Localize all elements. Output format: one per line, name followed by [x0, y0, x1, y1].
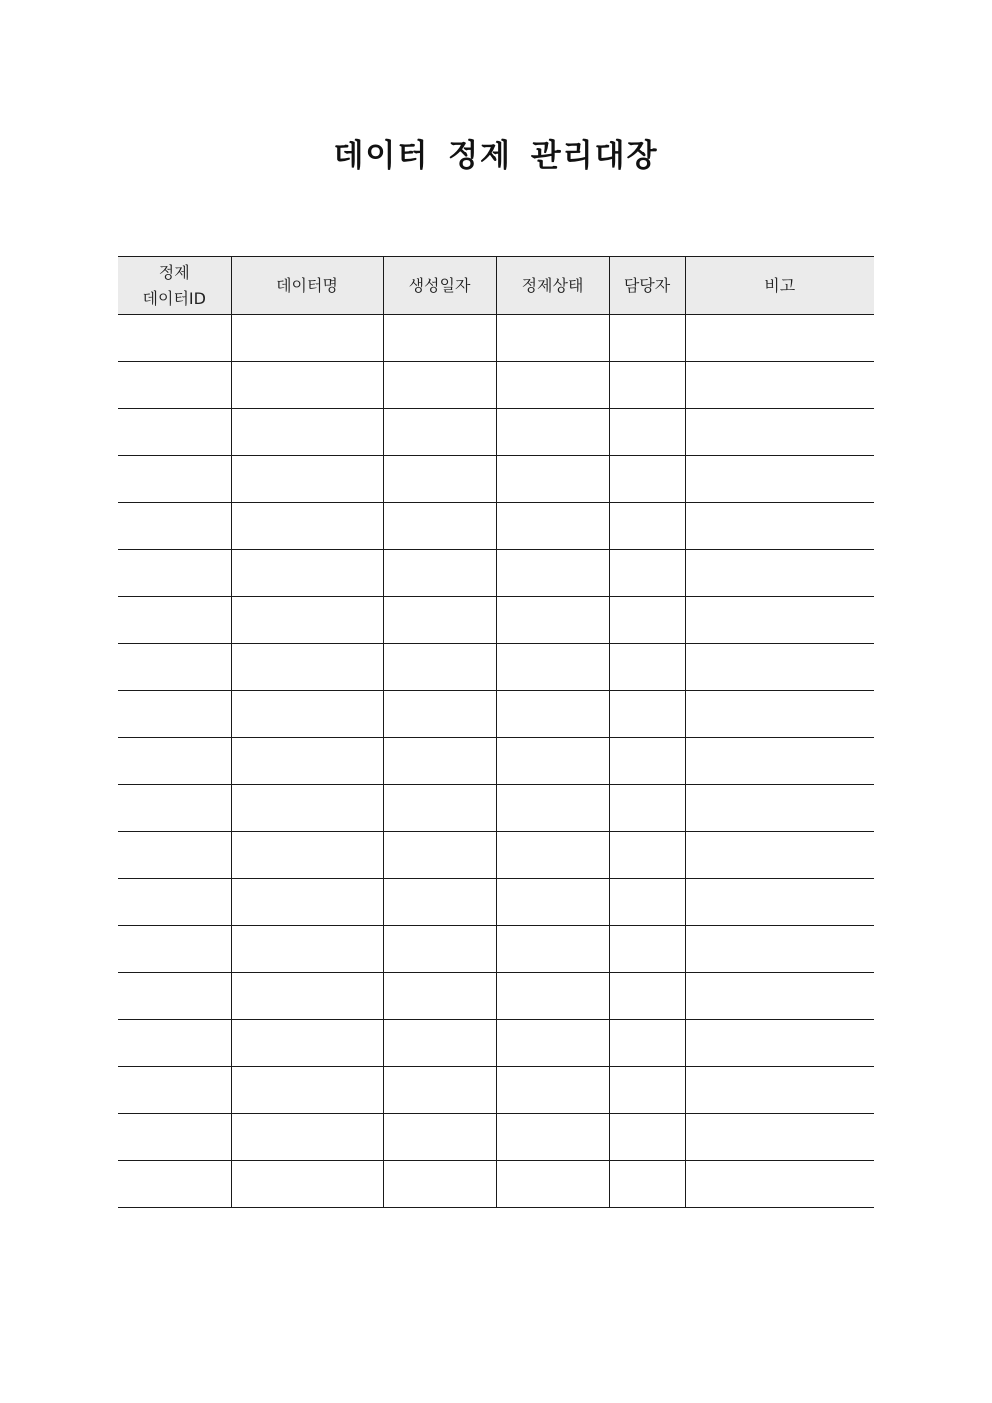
table-cell-status[interactable] — [496, 738, 609, 785]
column-header-created-label: 생성일자 — [408, 275, 471, 295]
table-cell-created[interactable] — [383, 926, 496, 973]
column-header-owner-label: 담당자 — [623, 275, 671, 295]
table-cell-name[interactable] — [231, 1161, 383, 1208]
table-cell-owner[interactable] — [609, 691, 685, 738]
table-row — [118, 456, 874, 503]
table-cell-owner[interactable] — [609, 1161, 685, 1208]
table-cell-name[interactable] — [231, 503, 383, 550]
table-cell-created[interactable] — [383, 973, 496, 1020]
table-cell-remarks[interactable] — [685, 1020, 874, 1067]
table-cell-name[interactable] — [231, 456, 383, 503]
table-cell-id[interactable] — [118, 1020, 231, 1067]
table-cell-created[interactable] — [383, 503, 496, 550]
table-header-row — [118, 257, 874, 315]
table-cell-owner[interactable] — [609, 1114, 685, 1161]
table-cell-created[interactable] — [383, 785, 496, 832]
table-cell-name[interactable] — [231, 409, 383, 456]
table-cell-id[interactable] — [118, 597, 231, 644]
table-cell-name[interactable] — [231, 738, 383, 785]
table-cell-created[interactable] — [383, 1020, 496, 1067]
column-header-owner — [609, 257, 685, 315]
table-cell-created[interactable] — [383, 644, 496, 691]
table-cell-id[interactable] — [118, 362, 231, 409]
table-cell-status[interactable] — [496, 973, 609, 1020]
table-cell-owner[interactable] — [609, 973, 685, 1020]
table-cell-created[interactable] — [383, 832, 496, 879]
table-cell-status[interactable] — [496, 1067, 609, 1114]
table-cell-name[interactable] — [231, 926, 383, 973]
table-cell-owner[interactable] — [609, 597, 685, 644]
column-header-status-label: 정제상태 — [521, 275, 584, 295]
table-cell-remarks[interactable] — [685, 597, 874, 644]
table-cell-status[interactable] — [496, 315, 609, 362]
data-cleansing-register-table — [118, 256, 874, 1208]
table-cell-owner[interactable] — [609, 785, 685, 832]
table-cell-remarks[interactable] — [685, 832, 874, 879]
table-cell-created[interactable] — [383, 409, 496, 456]
table-cell-created[interactable] — [383, 315, 496, 362]
table-cell-created[interactable] — [383, 879, 496, 926]
table-cell-id[interactable] — [118, 1067, 231, 1114]
column-header-remarks-label: 비고 — [764, 275, 796, 295]
table-row — [118, 1020, 874, 1067]
table-cell-status[interactable] — [496, 362, 609, 409]
table-row — [118, 1067, 874, 1114]
table-cell-owner[interactable] — [609, 315, 685, 362]
table-cell-owner[interactable] — [609, 926, 685, 973]
table-cell-remarks[interactable] — [685, 409, 874, 456]
table-cell-name[interactable] — [231, 362, 383, 409]
table-cell-name[interactable] — [231, 879, 383, 926]
table-cell-id[interactable] — [118, 973, 231, 1020]
table-cell-owner[interactable] — [609, 1020, 685, 1067]
table-cell-remarks[interactable] — [685, 503, 874, 550]
table-row — [118, 879, 874, 926]
column-header-id — [118, 257, 231, 315]
table-cell-name[interactable] — [231, 315, 383, 362]
table-cell-remarks[interactable] — [685, 1114, 874, 1161]
table-cell-id[interactable] — [118, 879, 231, 926]
table-cell-name[interactable] — [231, 1067, 383, 1114]
table-cell-status[interactable] — [496, 409, 609, 456]
table-cell-remarks[interactable] — [685, 785, 874, 832]
table-cell-id[interactable] — [118, 550, 231, 597]
table-cell-remarks[interactable] — [685, 738, 874, 785]
table-row — [118, 550, 874, 597]
table-cell-owner[interactable] — [609, 456, 685, 503]
table-cell-id[interactable] — [118, 315, 231, 362]
table-row — [118, 409, 874, 456]
table-cell-remarks[interactable] — [685, 456, 874, 503]
table-cell-status[interactable] — [496, 644, 609, 691]
table-cell-id[interactable] — [118, 738, 231, 785]
table-cell-created[interactable] — [383, 1161, 496, 1208]
table-row — [118, 1114, 874, 1161]
table-cell-status[interactable] — [496, 597, 609, 644]
table-cell-remarks[interactable] — [685, 926, 874, 973]
table-cell-id[interactable] — [118, 503, 231, 550]
table-cell-remarks[interactable] — [685, 550, 874, 597]
table-cell-id[interactable] — [118, 691, 231, 738]
table-cell-name[interactable] — [231, 973, 383, 1020]
table-cell-status[interactable] — [496, 785, 609, 832]
table-cell-status[interactable] — [496, 1161, 609, 1208]
table-cell-id[interactable] — [118, 785, 231, 832]
table-cell-owner[interactable] — [609, 738, 685, 785]
table-row — [118, 926, 874, 973]
table-cell-created[interactable] — [383, 1114, 496, 1161]
table-row — [118, 691, 874, 738]
table-cell-remarks[interactable] — [685, 1161, 874, 1208]
table-cell-created[interactable] — [383, 691, 496, 738]
table-cell-status[interactable] — [496, 832, 609, 879]
table-cell-name[interactable] — [231, 550, 383, 597]
table-cell-owner[interactable] — [609, 409, 685, 456]
table-cell-status[interactable] — [496, 879, 609, 926]
table-cell-owner[interactable] — [609, 832, 685, 879]
table-cell-status[interactable] — [496, 926, 609, 973]
table-cell-owner[interactable] — [609, 550, 685, 597]
column-header-created — [383, 257, 496, 315]
table-row — [118, 362, 874, 409]
table-cell-name[interactable] — [231, 1114, 383, 1161]
table-row — [118, 832, 874, 879]
table-cell-status[interactable] — [496, 456, 609, 503]
table-cell-status[interactable] — [496, 1020, 609, 1067]
column-header-id-line-1: 정제 — [158, 262, 190, 282]
table-cell-name[interactable] — [231, 832, 383, 879]
table-cell-remarks[interactable] — [685, 362, 874, 409]
table-cell-status[interactable] — [496, 550, 609, 597]
table-cell-id[interactable] — [118, 409, 231, 456]
table-cell-remarks[interactable] — [685, 315, 874, 362]
table-row — [118, 644, 874, 691]
table-cell-owner[interactable] — [609, 503, 685, 550]
table-cell-created[interactable] — [383, 597, 496, 644]
table-cell-name[interactable] — [231, 1020, 383, 1067]
table-row — [118, 597, 874, 644]
table-body — [118, 315, 874, 1208]
table-cell-remarks[interactable] — [685, 691, 874, 738]
table-row — [118, 738, 874, 785]
table-cell-id[interactable] — [118, 926, 231, 973]
table-cell-id[interactable] — [118, 832, 231, 879]
table-cell-status[interactable] — [496, 503, 609, 550]
table-cell-created[interactable] — [383, 1067, 496, 1114]
table-row — [118, 315, 874, 362]
table-cell-created[interactable] — [383, 550, 496, 597]
column-header-remarks — [685, 257, 874, 315]
column-header-status — [496, 257, 609, 315]
table-cell-id[interactable] — [118, 456, 231, 503]
table-row — [118, 1161, 874, 1208]
table-row — [118, 503, 874, 550]
table-cell-name[interactable] — [231, 597, 383, 644]
table-cell-remarks[interactable] — [685, 1067, 874, 1114]
page-title: 데이터 정제 관리대장 — [333, 138, 659, 174]
table-cell-owner[interactable] — [609, 879, 685, 926]
column-header-name — [231, 257, 383, 315]
table-row — [118, 973, 874, 1020]
table-cell-created[interactable] — [383, 456, 496, 503]
table-cell-created[interactable] — [383, 738, 496, 785]
table-cell-owner[interactable] — [609, 1067, 685, 1114]
table-cell-remarks[interactable] — [685, 879, 874, 926]
table-cell-id[interactable] — [118, 644, 231, 691]
table-cell-owner[interactable] — [609, 362, 685, 409]
table-cell-status[interactable] — [496, 1114, 609, 1161]
table-cell-id[interactable] — [118, 1161, 231, 1208]
table-cell-remarks[interactable] — [685, 644, 874, 691]
table-cell-remarks[interactable] — [685, 973, 874, 1020]
table-cell-name[interactable] — [231, 691, 383, 738]
table-cell-created[interactable] — [383, 362, 496, 409]
table-cell-status[interactable] — [496, 691, 609, 738]
column-header-name-label: 데이터명 — [276, 275, 338, 295]
table-cell-name[interactable] — [231, 785, 383, 832]
table-cell-id[interactable] — [118, 1114, 231, 1161]
table-cell-name[interactable] — [231, 644, 383, 691]
table-cell-owner[interactable] — [609, 644, 685, 691]
table-row — [118, 785, 874, 832]
column-header-id-line-2: 데이터ID — [142, 288, 206, 308]
